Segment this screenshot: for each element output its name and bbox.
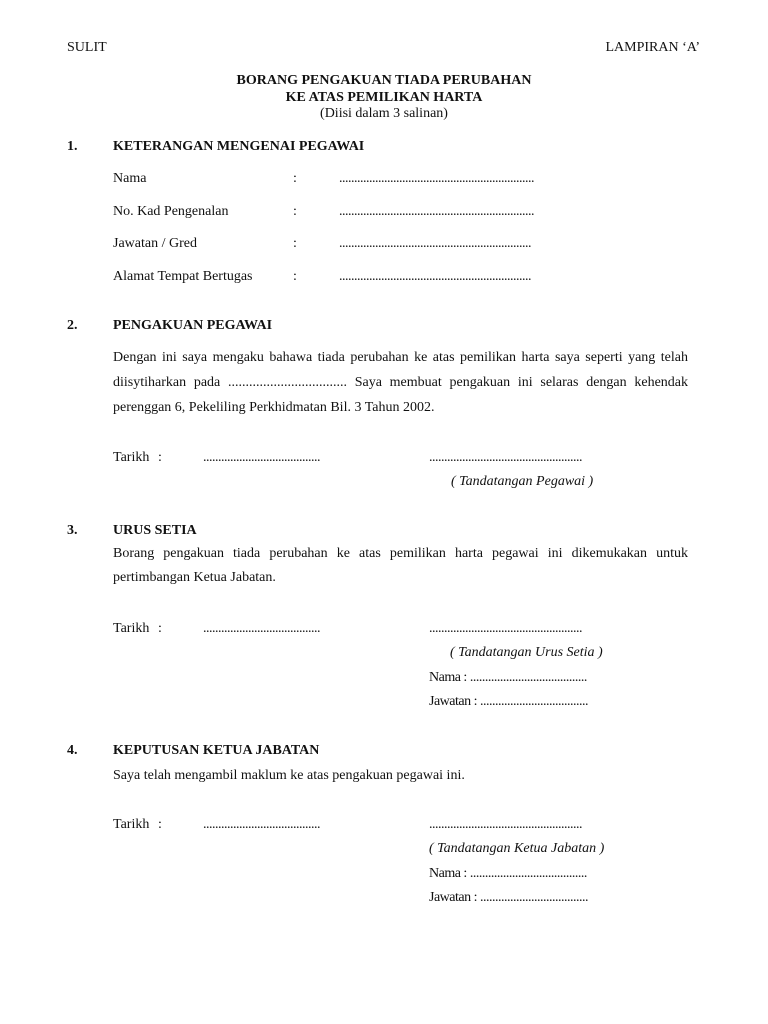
field-colon: : [293,236,297,251]
tarikh-label: Tarikh [113,450,150,465]
nama-fill[interactable]: Nama : ....................................... [429,670,587,685]
appendix-label: LAMPIRAN ‘A’ [605,40,700,55]
tarikh-fill[interactable]: ....................................... [203,621,320,636]
field-colon: : [293,269,297,284]
declaration-paragraph: Dengan ini saya mengaku bahawa tiada perubahan ke atas pemilikan harta saya seperti yang telah diisytiharkan pada .................................. Saya membuat pengakuan ini selaras dengan kehendak perenggan 6, Pekeliling Perkhidmatan Bil. 3 Tahun 2002. [113,350,688,415]
section2-number: 2. [67,318,78,333]
signature-caption: ( Tandatangan Ketua Jabatan ) [429,841,605,856]
tarikh-fill[interactable]: ....................................... [203,817,320,832]
tarikh-label: Tarikh [113,621,150,636]
form-subtitle: (Diisi dalam 3 salinan) [320,106,448,121]
section3-number: 3. [67,523,78,538]
section4-number: 4. [67,743,78,758]
tarikh-fill[interactable]: ....................................... [203,450,320,465]
jawatan-fill[interactable]: Jawatan : .................................... [429,890,588,905]
section1-heading: KETERANGAN MENGENAI PEGAWAI [113,139,365,154]
head-paragraph: Saya telah mengambil maklum ke atas pengakuan pegawai ini. [113,768,465,783]
field-label-jawatan: Jawatan / Gred [113,236,197,251]
jawatan-fill[interactable]: Jawatan : .................................... [429,694,588,709]
section3-heading: URUS SETIA [113,523,197,538]
field-label-nama: Nama [113,171,147,186]
nama-fill[interactable]: Nama : ....................................... [429,866,587,881]
signature-caption: ( Tandatangan Urus Setia ) [450,645,603,660]
tarikh-colon: : [158,621,162,636]
signature-line[interactable]: ................................................... [429,621,582,636]
tarikh-colon: : [158,817,162,832]
field-fill-nama[interactable]: ................................................................. [339,171,534,186]
section4-heading: KEPUTUSAN KETUA JABATAN [113,743,320,758]
form-title-line2: KE ATAS PEMILIKAN HARTA [285,90,483,105]
tarikh-label: Tarikh [113,817,150,832]
secretariat-paragraph: Borang pengakuan tiada perubahan ke atas pemilikan harta pegawai ini dikemukakan untuk pertimbangan Ketua Jabatan. [113,546,688,585]
field-fill-ic[interactable]: ................................................................. [339,204,534,219]
tarikh-colon: : [158,450,162,465]
field-colon: : [293,171,297,186]
section1-number: 1. [67,139,78,154]
form-title-line1: BORANG PENGAKUAN TIADA PERUBAHAN [236,73,532,88]
field-label-alamat: Alamat Tempat Bertugas [113,269,253,284]
field-colon: : [293,204,297,219]
section2-heading: PENGAKUAN PEGAWAI [113,318,273,333]
signature-caption: ( Tandatangan Pegawai ) [451,474,594,489]
field-fill-alamat[interactable]: ................................................................ [339,269,531,284]
field-fill-jawatan[interactable]: ................................................................ [339,236,531,251]
field-label-ic: No. Kad Pengenalan [113,204,229,219]
signature-line[interactable]: ................................................... [429,817,582,832]
classification-label: SULIT [67,40,107,55]
signature-line[interactable]: ................................................... [429,450,582,465]
